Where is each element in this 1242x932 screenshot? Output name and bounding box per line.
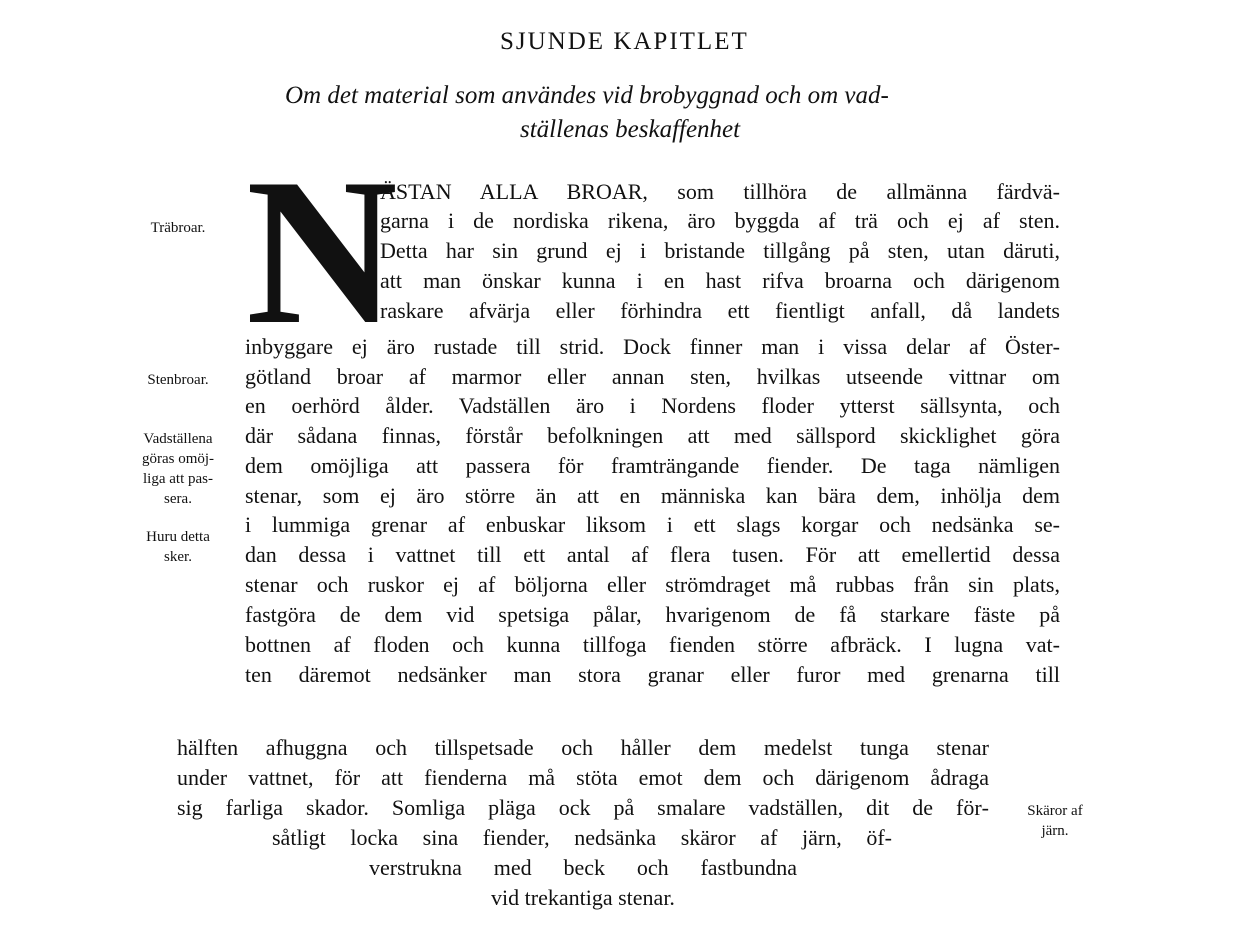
body-line: där sådana finnas, förstår befolkningen att med sällspord skicklighet göra xyxy=(245,423,1060,448)
closing-line: vid trekantiga stenar. xyxy=(491,885,675,910)
subtitle-line-1: Om det material som användes vid brobyggnad och om vad‑ xyxy=(285,82,889,109)
margin-note-line: göras omöj‑ xyxy=(141,451,215,467)
body-line: dan dessa i vattnet till ett antal af flera tusen. För att emellertid dessa xyxy=(245,542,1060,567)
body-line: en oerhörd ålder. Vadställen äro i Nordens floder ytterst sällsynta, och xyxy=(245,393,1060,418)
margin-note-line: Skäror af xyxy=(1027,803,1083,819)
margin-note-line: sker. xyxy=(164,549,192,565)
margin-note-trabroar: Träbroar. xyxy=(150,220,206,236)
body-line: stenar, som ej äro större än att en människa kan bära dem, inhölja dem xyxy=(245,483,1060,508)
body-line: fastgöra de dem vid spetsiga pålar, hvarigenom de få starkare fäste på xyxy=(245,602,1060,627)
body-line: bottnen af floden och kunna tillfoga fienden större afbräck. I lugna vat‑ xyxy=(245,632,1060,657)
closing-line: sig farliga skador. Somliga pläga ock på smalare vadställen, dit de för‑ xyxy=(177,795,989,820)
margin-note-stenbroar: Stenbroar. xyxy=(147,372,209,388)
closing-line: hälften afhuggna och tillspetsade och håller dem medelst tunga stenar xyxy=(177,735,989,760)
closing-line: såtligt locka sina fiender, nedsänka skäror af järn, öf‑ xyxy=(272,825,892,850)
body-line: raskare afvärja eller förhindra ett fientligt anfall, då landets xyxy=(380,298,1060,323)
margin-note-huru xyxy=(122,527,234,567)
margin-note-line: Vadställena xyxy=(143,431,213,447)
body-line: garna i de nordiska rikena, äro byggda af trä och ej af sten. xyxy=(380,208,1060,233)
body-line: inbyggare ej äro rustade till strid. Dock finner man i vissa delar af Öster‑ xyxy=(245,334,1060,359)
body-line: Detta har sin grund ej i bristande tillgång på sten, utan däruti, xyxy=(380,238,1060,263)
body-line: dem omöjliga att passera för framträngande fiender. De taga nämligen xyxy=(245,453,1060,478)
body-line: i lummiga grenar af enbuskar liksom i ett slags korgar och nedsänka se‑ xyxy=(245,512,1060,537)
margin-note-line: liga att pas‑ xyxy=(143,471,213,487)
chapter-title: SJUNDE KAPITLET xyxy=(500,28,749,55)
body-line: ten däremot nedsänker man stora granar eller furor med grenarna till xyxy=(245,662,1060,687)
margin-note-line: Huru detta xyxy=(146,529,210,545)
body-line: ÄSTAN ALLA BROAR, som tillhöra de allmänna färdvä‑ xyxy=(380,179,1060,204)
closing-line: verstrukna med beck och fastbundna xyxy=(369,855,797,880)
margin-note-vadstallena xyxy=(122,429,234,509)
body-line: att man önskar kunna i en hast rifva broarna och därigenom xyxy=(380,268,1060,293)
margin-note-skaror xyxy=(1005,801,1105,841)
body-line: götland broar af marmor eller annan sten, hvilkas utseende vittnar om xyxy=(245,364,1060,389)
body-line: stenar och ruskor ej af böljorna eller strömdraget må rubbas från sin plats, xyxy=(245,572,1060,597)
margin-note-line: sera. xyxy=(164,491,192,507)
subtitle-line-2: ställenas beskaffenhet xyxy=(520,116,741,143)
closing-line: under vattnet, för att fienderna må stöta emot dem och därigenom ådraga xyxy=(177,765,989,790)
drop-cap: N xyxy=(246,136,398,368)
margin-note-line: järn. xyxy=(1041,823,1069,839)
